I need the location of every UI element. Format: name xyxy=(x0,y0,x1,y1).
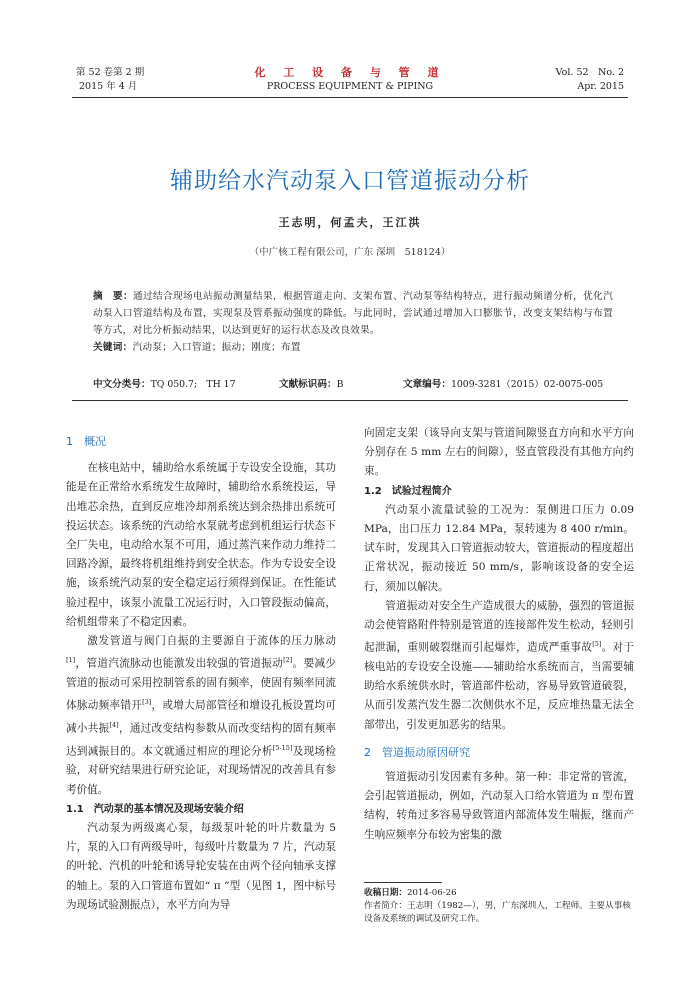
author-bio: 作者简介：王志明（1982—），男，广东深圳人，工程师。主要从事核设备及系统的调试及研究工作。 xyxy=(364,901,631,924)
section-2-heading: 2 管道振动原因研究 xyxy=(364,745,470,759)
paragraph: 在核电站中，辅助给水系统属于专设安全设施，其功能是在正常给水系统发生故障时，辅助给水系统投运，导出堆芯余热，直到反应堆冷却剂系统达到余热排出系统可投运状态。该系统的汽动给水泵就考虑到机组运行状态下全厂失电，电动给水泵不可用，通过蒸汽来作动力维持二回路冷源，最终将机组维持到安全状态。作为专设安全设施，该系统汽动泵的安全稳定运行须得到保证。在性能试验过程中，该泵小流量工况运行时，入口管段振动偏高，给机组带来了不稳定因素。 xyxy=(66,462,336,628)
citation: [3] xyxy=(142,698,152,707)
footnote-rule xyxy=(364,882,442,883)
class-label: 中文分类号： xyxy=(93,379,151,390)
paragraph: 管道振动对安全生产造成很大的威胁，强烈的管道振动会使管路附件特别是管道的连接部件发生松动，轻则引起泄漏，重则破裂继而引起爆炸，造成严重事故[5]。对于核电站的专设安全设施——辅助给水系统而言，当需要辅助给水系统供水时，管道部件松动，容易导致管道破裂，从而引发蒸汽发生器二次侧供水不足，反应堆热量无法全部带出，引发更加恶劣的结果。 xyxy=(364,599,635,731)
citation: [5] xyxy=(592,640,602,649)
citation: [5-15] xyxy=(272,743,293,752)
subsection-1-2-heading: 1.2 试验过程简介 xyxy=(364,485,452,497)
abstract xyxy=(93,288,613,339)
paragraph: 汽动泵为两级离心泵，每级泵叶轮的叶片数量为 5 片，泵的入口有两级导叶，每级叶片数量为 7 片，汽动泵的叶轮、汽机的叶轮和诱导轮安装在由两个径向轴承支撑的轴上。泵的入口管道布置如“ π ”型（见图 1，图中标号为现场试验测振点），水平方向为导 xyxy=(66,821,336,911)
header-rule xyxy=(72,97,628,98)
paragraph: 激发管道与阀门自振的主要源自于流体的压力脉动[1]，管道汽流脉动也能激发出较强的管道振动[2]。要减少管道的振动可采用控制管系的固有频率，使固有频率同流体脉动频率错开[3]，或增大局部管径和增设孔板设置均可减小共振[4]，通过改变结构参数从而改变结构的固有频率达到减振目的。本文就通过相应的理论分析[5-15]及现场检验，对研究结果进行研究论证，对现场情况的改善具有参考价值。 xyxy=(66,635,337,796)
citation: [1] xyxy=(66,656,76,665)
subsection-1-1-heading: 1.1 汽动泵的基本情况及现场安装介绍 xyxy=(66,803,244,815)
keywords-label: 关键词： xyxy=(93,342,133,353)
citation: [4] xyxy=(109,720,119,729)
doc-code-label: 文献标识码： xyxy=(279,379,337,390)
citation: [2] xyxy=(283,656,293,665)
journal-name-cn: 化 工 设 备 与 管 道 xyxy=(254,66,446,79)
class-value: TQ 050.7; TH 17 xyxy=(150,379,236,390)
section-1-heading: 1 概况 xyxy=(66,435,106,448)
abstract-text: 通过结合现场电站振动测量结果，根据管道走向、支架布置、汽动泵等结构特点，进行振动频谱分析，优化汽动泵入口管道结构及布置，实现泵及管系振动强度的降低。与此同时，尝试通过增加入口膨胀节，改变支架结构与布置等方式，对比分析振动结果，以达到更好的运行状态及改良效果。 xyxy=(93,291,613,336)
journal-name-en: PROCESS EQUIPMENT & PIPING xyxy=(266,81,434,92)
volume-cn: 第 52 卷第 2 期 xyxy=(76,67,145,78)
abstract-label: 摘 要： xyxy=(93,291,134,302)
journal-issue-en xyxy=(556,66,624,94)
paper-affiliation: （中广核工程有限公司，广东 深圳 518124） xyxy=(249,247,451,258)
article-number-value: 1009-3281（2015）02-0075-005 xyxy=(450,379,604,390)
doc-code-value: B xyxy=(336,379,344,390)
volume-en: Vol. 52 No. 2 xyxy=(555,67,624,78)
left-column xyxy=(66,432,336,915)
right-column xyxy=(364,424,634,845)
paper-title: 辅助给水汽动泵入口管道振动分析 xyxy=(170,168,530,194)
abstract-block xyxy=(93,288,613,356)
keywords xyxy=(93,339,613,356)
paragraph: 汽动泵小流量试验的工况为：泵侧进口压力 0.09 MPa，出口压力 12.84 MPa，泵转速为 8 400 r/min。试车时，发现其入口管道振动较大，管道振动的程度超出正常状况，振动接近 50 mm/s，影响该设备的安全运行，须加以解决。 xyxy=(364,503,634,593)
paragraph: 向固定支架（该导向支架与管道间隙竖直方向和水平方向分别存在 5 mm 左右的间隙），竖直管段没有其他方向约束。 xyxy=(364,427,634,478)
paragraph: 管道振动引发因素有多种。第一种：非定常的管流，会引起管道振动，例如，汽动泵入口给水管道为 π 型布置结构，转角过多容易导致管道内部流体发生喘振，继而产生响应频率分布较为密集的激 xyxy=(364,770,634,841)
article-number-label: 文章编号： xyxy=(403,379,451,390)
date-cn: 2015 年 4 月 xyxy=(79,81,138,92)
keywords-text: 汽动泵；入口管道；振动；刚度；布置 xyxy=(132,342,301,353)
received-date: 收稿日期：2014-06-26 xyxy=(364,888,457,898)
abstract-rule xyxy=(72,400,628,401)
paper-authors: 王志明，何孟夫，王江洪 xyxy=(278,216,422,229)
date-en: Apr. 2015 xyxy=(577,81,624,92)
